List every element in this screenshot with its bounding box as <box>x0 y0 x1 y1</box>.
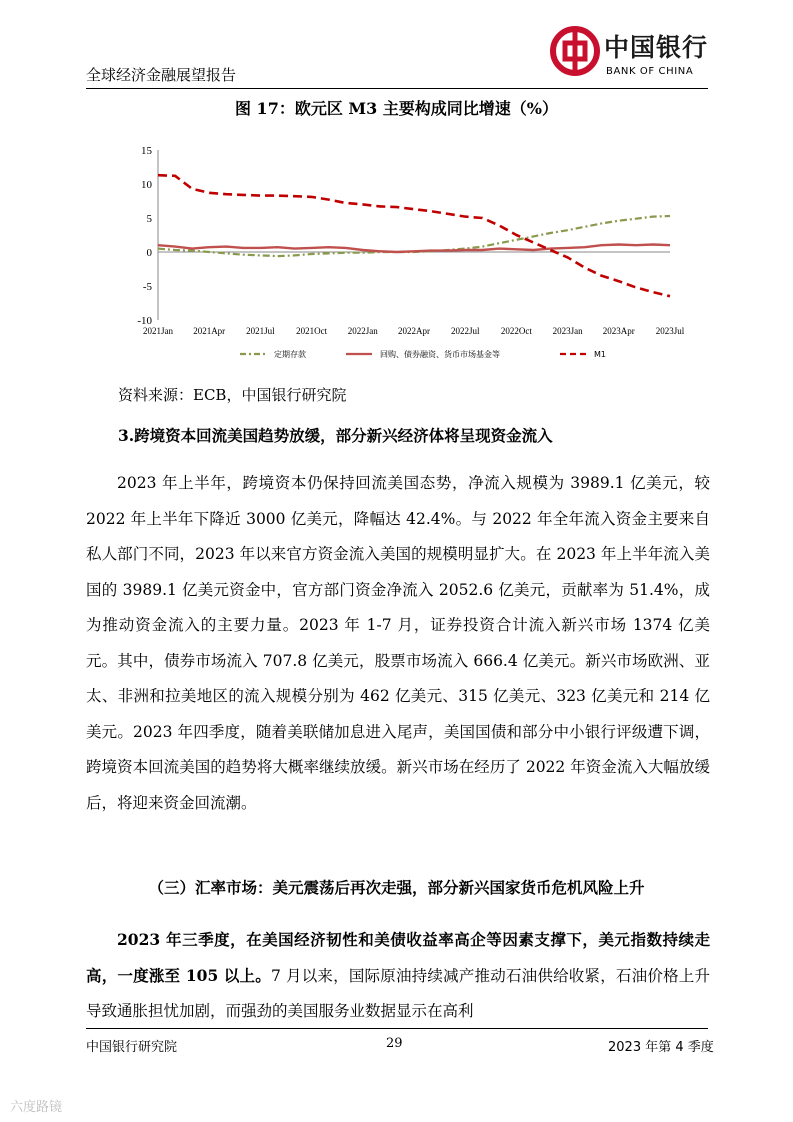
y-tick-label: 15 <box>141 145 152 157</box>
section-paragraph: 2023 年上半年，跨境资本仍保持回流美国态势，净流入规模为 3989.1 亿美元，较 2022 年上半年下降近 3000 亿美元，降幅达 42.4%。与 2022 年全年流入资金主要来自私人部门不同，2023 年以来官方资金流入美国的规模明显扩大。在 2023 年上半年流入美国的 3989.1 亿美元资金中，官方部门资金净流入 2052.6 亿美元，贡献率为 51.4%，成为推动资金流入的主要力量。2023 年 1-7 月，证券投资合计流入新兴市场 1374 亿美元。其中，债券市场流入 707.8 亿美元，股票市场流入 666.4 亿美元。新兴市场欧洲、亚太、非洲和拉美地区的流入规模分别为 462 亿美元、315 亿美元、323 亿美元和 214 亿美元。2023 年四季度，随着美联储加息进入尾声，美国国债和部分中小银行评级遭下调，跨境资本回流美国的趋势将大概率继续放缓。新兴市场在经历了 2022 年资金流入大幅放缓后，将迎来资金回流潮。 <box>86 474 710 812</box>
paragraph-rest: 7 月以来，国际原油持续减产推动石油供给收紧，石油价格上升导致通胀担忧加剧，而强劲的美国服务业数据显示在高利 <box>86 967 710 1020</box>
y-axis <box>137 145 158 327</box>
x-tick-label: 2023Apr <box>602 326 635 336</box>
figure-title: 图 17：欧元区 M3 主要构成同比增速（%） <box>234 99 559 118</box>
footer-quarter: 2023 年第 4 季度 <box>608 1040 714 1055</box>
x-tick-label: 2021Jan <box>143 326 173 336</box>
x-tick-label: 2022Apr <box>398 326 430 336</box>
x-tick-label: 2023Jan <box>552 326 583 336</box>
logo-text-en: BANK OF CHINA <box>606 66 694 77</box>
x-tick-label: 2022Jul <box>450 326 480 336</box>
y-tick-label: -5 <box>142 281 152 293</box>
logo-text-cn: 中国银行 <box>604 33 709 62</box>
subsection-paragraph <box>86 922 710 1029</box>
x-tick-label: 2022Oct <box>500 326 532 336</box>
series-line <box>158 175 670 296</box>
bank-logo <box>548 22 718 86</box>
x-axis <box>143 252 685 336</box>
header-rule <box>86 88 708 89</box>
legend-label: 定期存款 <box>274 350 306 359</box>
x-tick-label: 2021Apr <box>193 326 226 336</box>
figure-source: 资料来源：ECB，中国银行研究院 <box>118 386 347 404</box>
x-tick-label: 2021Jul <box>246 326 275 336</box>
chart-series <box>158 175 670 296</box>
x-tick-label: 2022Jan <box>347 326 378 336</box>
series-line <box>158 245 670 253</box>
y-tick-label: 10 <box>141 179 152 191</box>
bold-lead: 2023 年三季度，在美国经济韧性和美债收益率高企等因素支撑下，美元指数持续走高，一度涨至 105 以上。 <box>86 930 710 985</box>
page-number: 29 <box>386 1036 403 1051</box>
footer-institute: 中国银行研究院 <box>86 1040 178 1055</box>
x-tick-label: 2023Jul <box>655 326 685 336</box>
footer-rule <box>86 1028 708 1029</box>
series-line <box>158 216 670 256</box>
m3-components-chart <box>120 138 685 370</box>
y-tick-label: 5 <box>146 213 152 225</box>
bank-logo-icon <box>550 26 600 76</box>
y-tick-label: 0 <box>146 247 152 259</box>
report-title: 全球经济金融展望报告 <box>86 66 237 84</box>
legend-label: M1 <box>594 350 606 359</box>
watermark: 六度路镜 <box>10 1100 63 1115</box>
x-tick-label: 2021Oct <box>296 326 328 336</box>
subsection-heading: （三）汇率市场：美元震荡后再次走强，部分新兴国家货币危机风险上升 <box>148 878 645 897</box>
y-tick-label: -10 <box>137 315 152 327</box>
chart-legend <box>240 349 606 359</box>
section-heading: 3.跨境资本回流美国趋势放缓，部分新兴经济体将呈现资金流入 <box>118 426 553 445</box>
legend-label: 回购、债券融资、货币市场基金等 <box>380 350 500 359</box>
